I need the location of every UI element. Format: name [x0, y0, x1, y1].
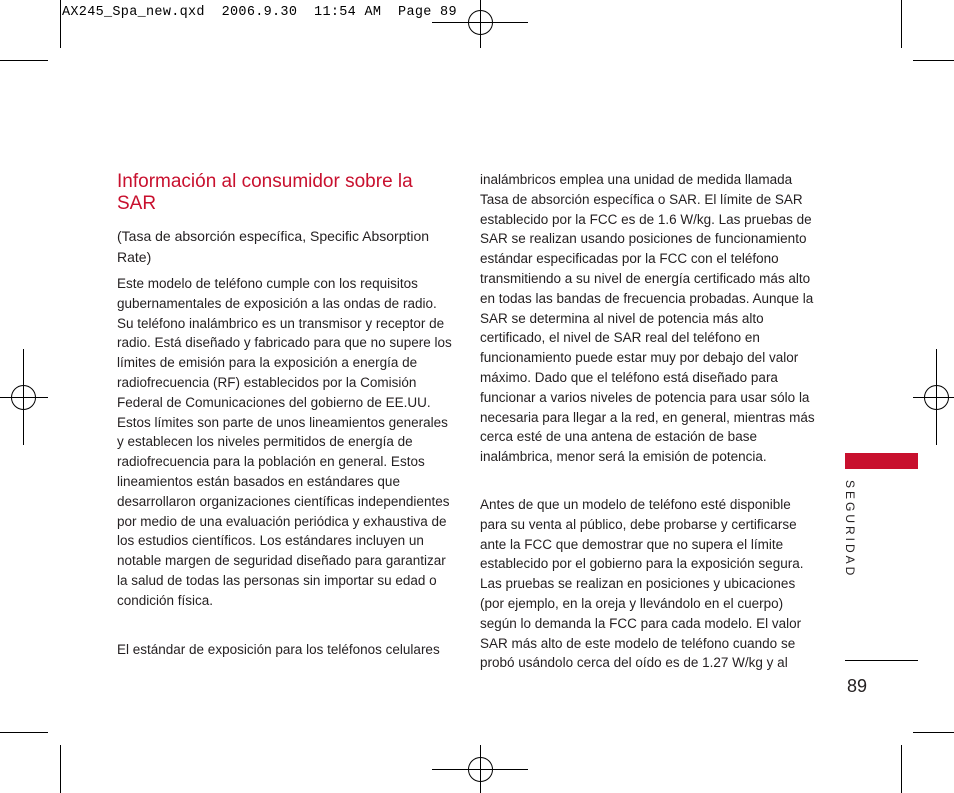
- page-number: 89: [847, 676, 868, 696]
- page-subtitle: (Tasa de absorción específica, Specific Absorption Rate): [117, 228, 430, 265]
- body-paragraph: Antes de que un modelo de teléfono esté disponible para su venta al público, debe probarse y certificarse ante la FCC que demostrar que no supera el límite establecido por el gobierno para la exposición segura. Las pruebas se realizan en posiciones y ubicaciones (por ejemplo, en la oreja y llevándolo en el cuerpo) según lo demanda la FCC para cada modelo. El valor SAR más alto de este modelo de teléfono cuando se probó usándolo cerca del oído es de 1.27 W/kg y al: [480, 497, 804, 671]
- body-paragraph: Este modelo de teléfono cumple con los requisitos gubernamentales de exposición a las ondas de radio. Su teléfono inalámbrico es un transmisor y receptor de radio. Está diseñado y fabricado para que no supere los límites de emisión para la exposición a energía de radiofrecuencia (RF) establecidos por la Comisión Federal de Comunicaciones del gobierno de EE.UU. Estos límites son parte de unos lineamientos generales y establecen los niveles permitidos de energía de radiofrecuencia para la población en general. Estos lineamientos están basados en estándares que desarrollaron organizaciones científicas independientes por medio de una evaluación periódica y exhaustiva de los estudios científicos. Los estándares incluyen un notable margen de seguridad diseñado para garantizar la salud de todas las personas sin importar su edad o condición física.: [117, 276, 452, 608]
- body-paragraph: inalámbricos emplea una unidad de medida llamada Tasa de absorción específica o SAR. El límite de SAR establecido por la FCC es de 1.6 W/kg. Las pruebas de SAR se realizan usando posiciones de funcionamiento estándar especificadas por la FCC con el teléfono transmitiendo a su nivel de energía certificado más alto en todas las bandas de frecuencia probadas. Aunque la SAR se determina al nivel de potencia más alto certificado, el nivel de SAR real del teléfono en funcionamiento puede estar muy por debajo del valor máximo. Dado que el teléfono está diseñado para funcionar a varios niveles de potencia para usar sólo la necesaria para llegar a la red, en general, mientras más cerca esté de una antena de estación de base inalámbrica, menor será la emisión de potencia.: [480, 172, 815, 465]
- folio-rule: [845, 660, 918, 661]
- body-paragraph: El estándar de exposición para los teléfonos celulares: [117, 642, 440, 657]
- print-slug-line: AX245_Spa_new.qxd 2006.9.30 11:54 AM Page 89: [62, 5, 457, 20]
- section-label: SEGURIDAD: [843, 480, 857, 579]
- page-title: Información al consumidor sobre la SAR: [117, 171, 413, 214]
- section-tab-bar: [845, 453, 918, 469]
